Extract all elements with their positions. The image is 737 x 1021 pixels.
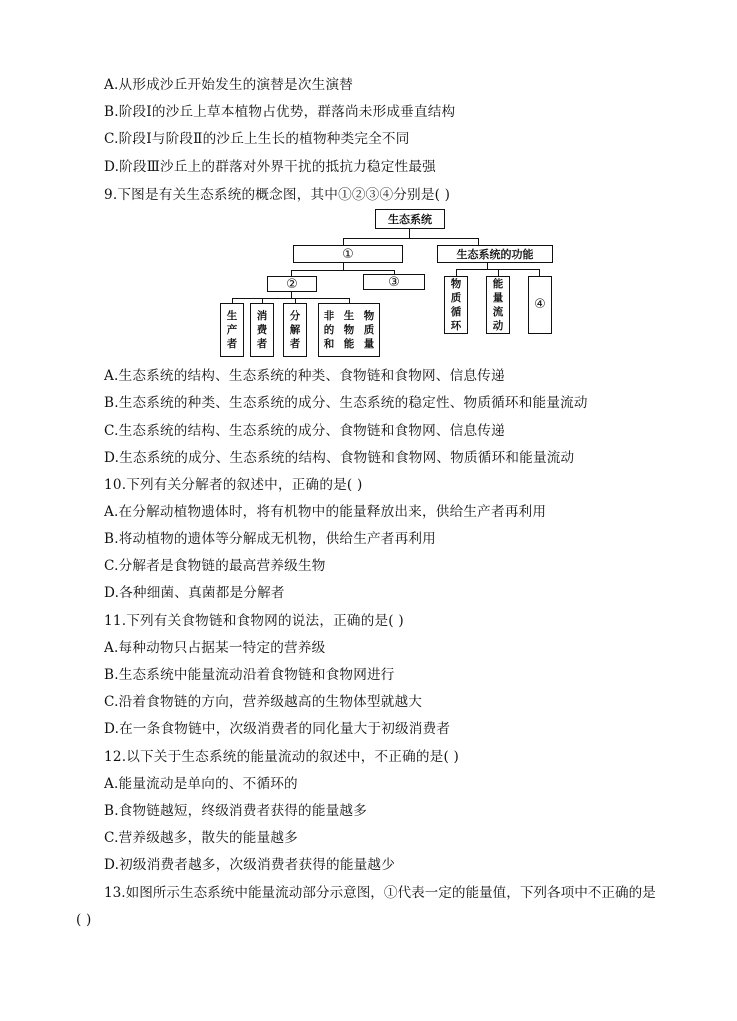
diagram-char: 和 [323,338,335,350]
question-text: 13.如图所示生态系统中能量流动部分示意图，①代表一定的能量值，下列各项中不正确的是 [104,885,656,901]
diagram-root-box: 生态系统 [375,209,445,229]
question-text: 10.下列有关分解者的叙述中，正确的是( ) [104,477,363,493]
option-text: B.将动植物的遗体等分解成无机物，供给生产者再利用 [104,531,436,547]
option-text: D.在一条食物链中，次级消费者的同化量大于初级消费者 [104,721,451,737]
diagram-char: 费 [256,324,268,336]
diagram-char: 能 [492,278,504,290]
option-text: A.在分解动植物遗体时，将有机物中的能量释放出来，供给生产者再利用 [104,504,547,520]
diagram-node-2: ② [267,276,317,292]
question-text: 11.下列有关食物链和食物网的说法，正确的是( ) [104,613,404,629]
diagram-char: 解 [289,324,301,336]
diagram-char: 质 [363,324,375,336]
diagram-char: 者 [256,338,268,350]
diagram-char: 质 [450,292,462,304]
abiotic-matter-energy-box [318,303,380,357]
diagram-char: 物 [343,324,355,336]
question-text: 9.下图是有关生态系统的概念图，其中①②③④分别是( ) [104,187,451,203]
diagram-char: 分 [289,310,301,322]
question-text: 12.以下关于生态系统的能量流动的叙述中，不正确的是( ) [104,749,460,765]
option-text: B.阶段Ⅰ的沙丘上草本植物占优势，群落尚未形成垂直结构 [104,104,456,120]
option-text: C.沿着食物链的方向，营养级越高的生物体型就越大 [104,694,423,710]
diagram-function-box: 生态系统的功能 [437,245,553,263]
option-text: C.分解者是食物链的最高营养级生物 [104,558,326,574]
option-text: C.营养级越多，散失的能量越多 [104,830,298,846]
option-text: D.各种细菌、真菌都是分解者 [104,585,285,601]
consumer-box [250,303,274,357]
decomposer-box [283,303,307,357]
diagram-char: 环 [450,320,462,332]
option-text: A.从形成沙丘开始发生的演替是次生演替 [104,77,354,93]
option-text: A.生态系统的结构、生态系统的种类、食物链和食物网、信息传递 [104,368,505,384]
diagram-char: 循 [450,306,462,318]
option-text: B.生态系统的种类、生态系统的成分、生态系统的稳定性、物质循环和能量流动 [104,395,588,411]
diagram-char: 者 [289,338,301,350]
diagram-char: 流 [492,306,504,318]
energy-flow-box [486,276,510,334]
diagram-char: 生 [226,310,238,322]
diagram-char: 能 [343,338,355,350]
answer-blank: ( ) [76,912,92,928]
diagram-char: 消 [256,310,268,322]
connector-line [232,298,350,299]
material-cycle-box [444,276,468,334]
diagram-node-1: ① [293,245,403,263]
diagram-char: 的 [323,324,335,336]
option-text: B.食物链越短，终级消费者获得的能量越多 [104,803,367,819]
diagram-char: 产 [226,324,238,336]
connector-line [291,270,395,271]
concept-diagram [215,209,560,361]
option-text: C.生态系统的结构、生态系统的成分、食物链和食物网、信息传递 [104,423,505,439]
diagram-node-4: ④ [528,276,552,334]
diagram-char: 物 [363,310,375,322]
option-text: A.能量流动是单向的、不循环的 [104,776,298,792]
option-text: D.初级消费者越多，次级消费者获得的能量越少 [104,857,396,873]
connector-line [343,238,479,239]
option-text: B.生态系统中能量流动沿着食物链和食物网进行 [104,667,395,683]
diagram-char: 动 [492,320,504,332]
diagram-char: 非 [323,310,335,322]
diagram-char: 量 [492,292,504,304]
diagram-char: 生 [343,310,355,322]
diagram-node-3: ③ [363,274,425,290]
option-text: C.阶段Ⅰ与阶段Ⅱ的沙丘上生长的植物种类完全不同 [104,131,410,147]
diagram-char: 量 [363,338,375,350]
option-text: A.每种动物只占据某一特定的营养级 [104,640,326,656]
producer-box [220,303,244,357]
option-text: D.阶段Ⅲ沙丘上的群落对外界干扰的抵抗力稳定性最强 [104,159,436,175]
diagram-char: 者 [226,338,238,350]
option-text: D.生态系统的成分、生态系统的结构、食物链和食物网、物质循环和能量流动 [104,450,575,466]
diagram-char: 物 [450,278,462,290]
